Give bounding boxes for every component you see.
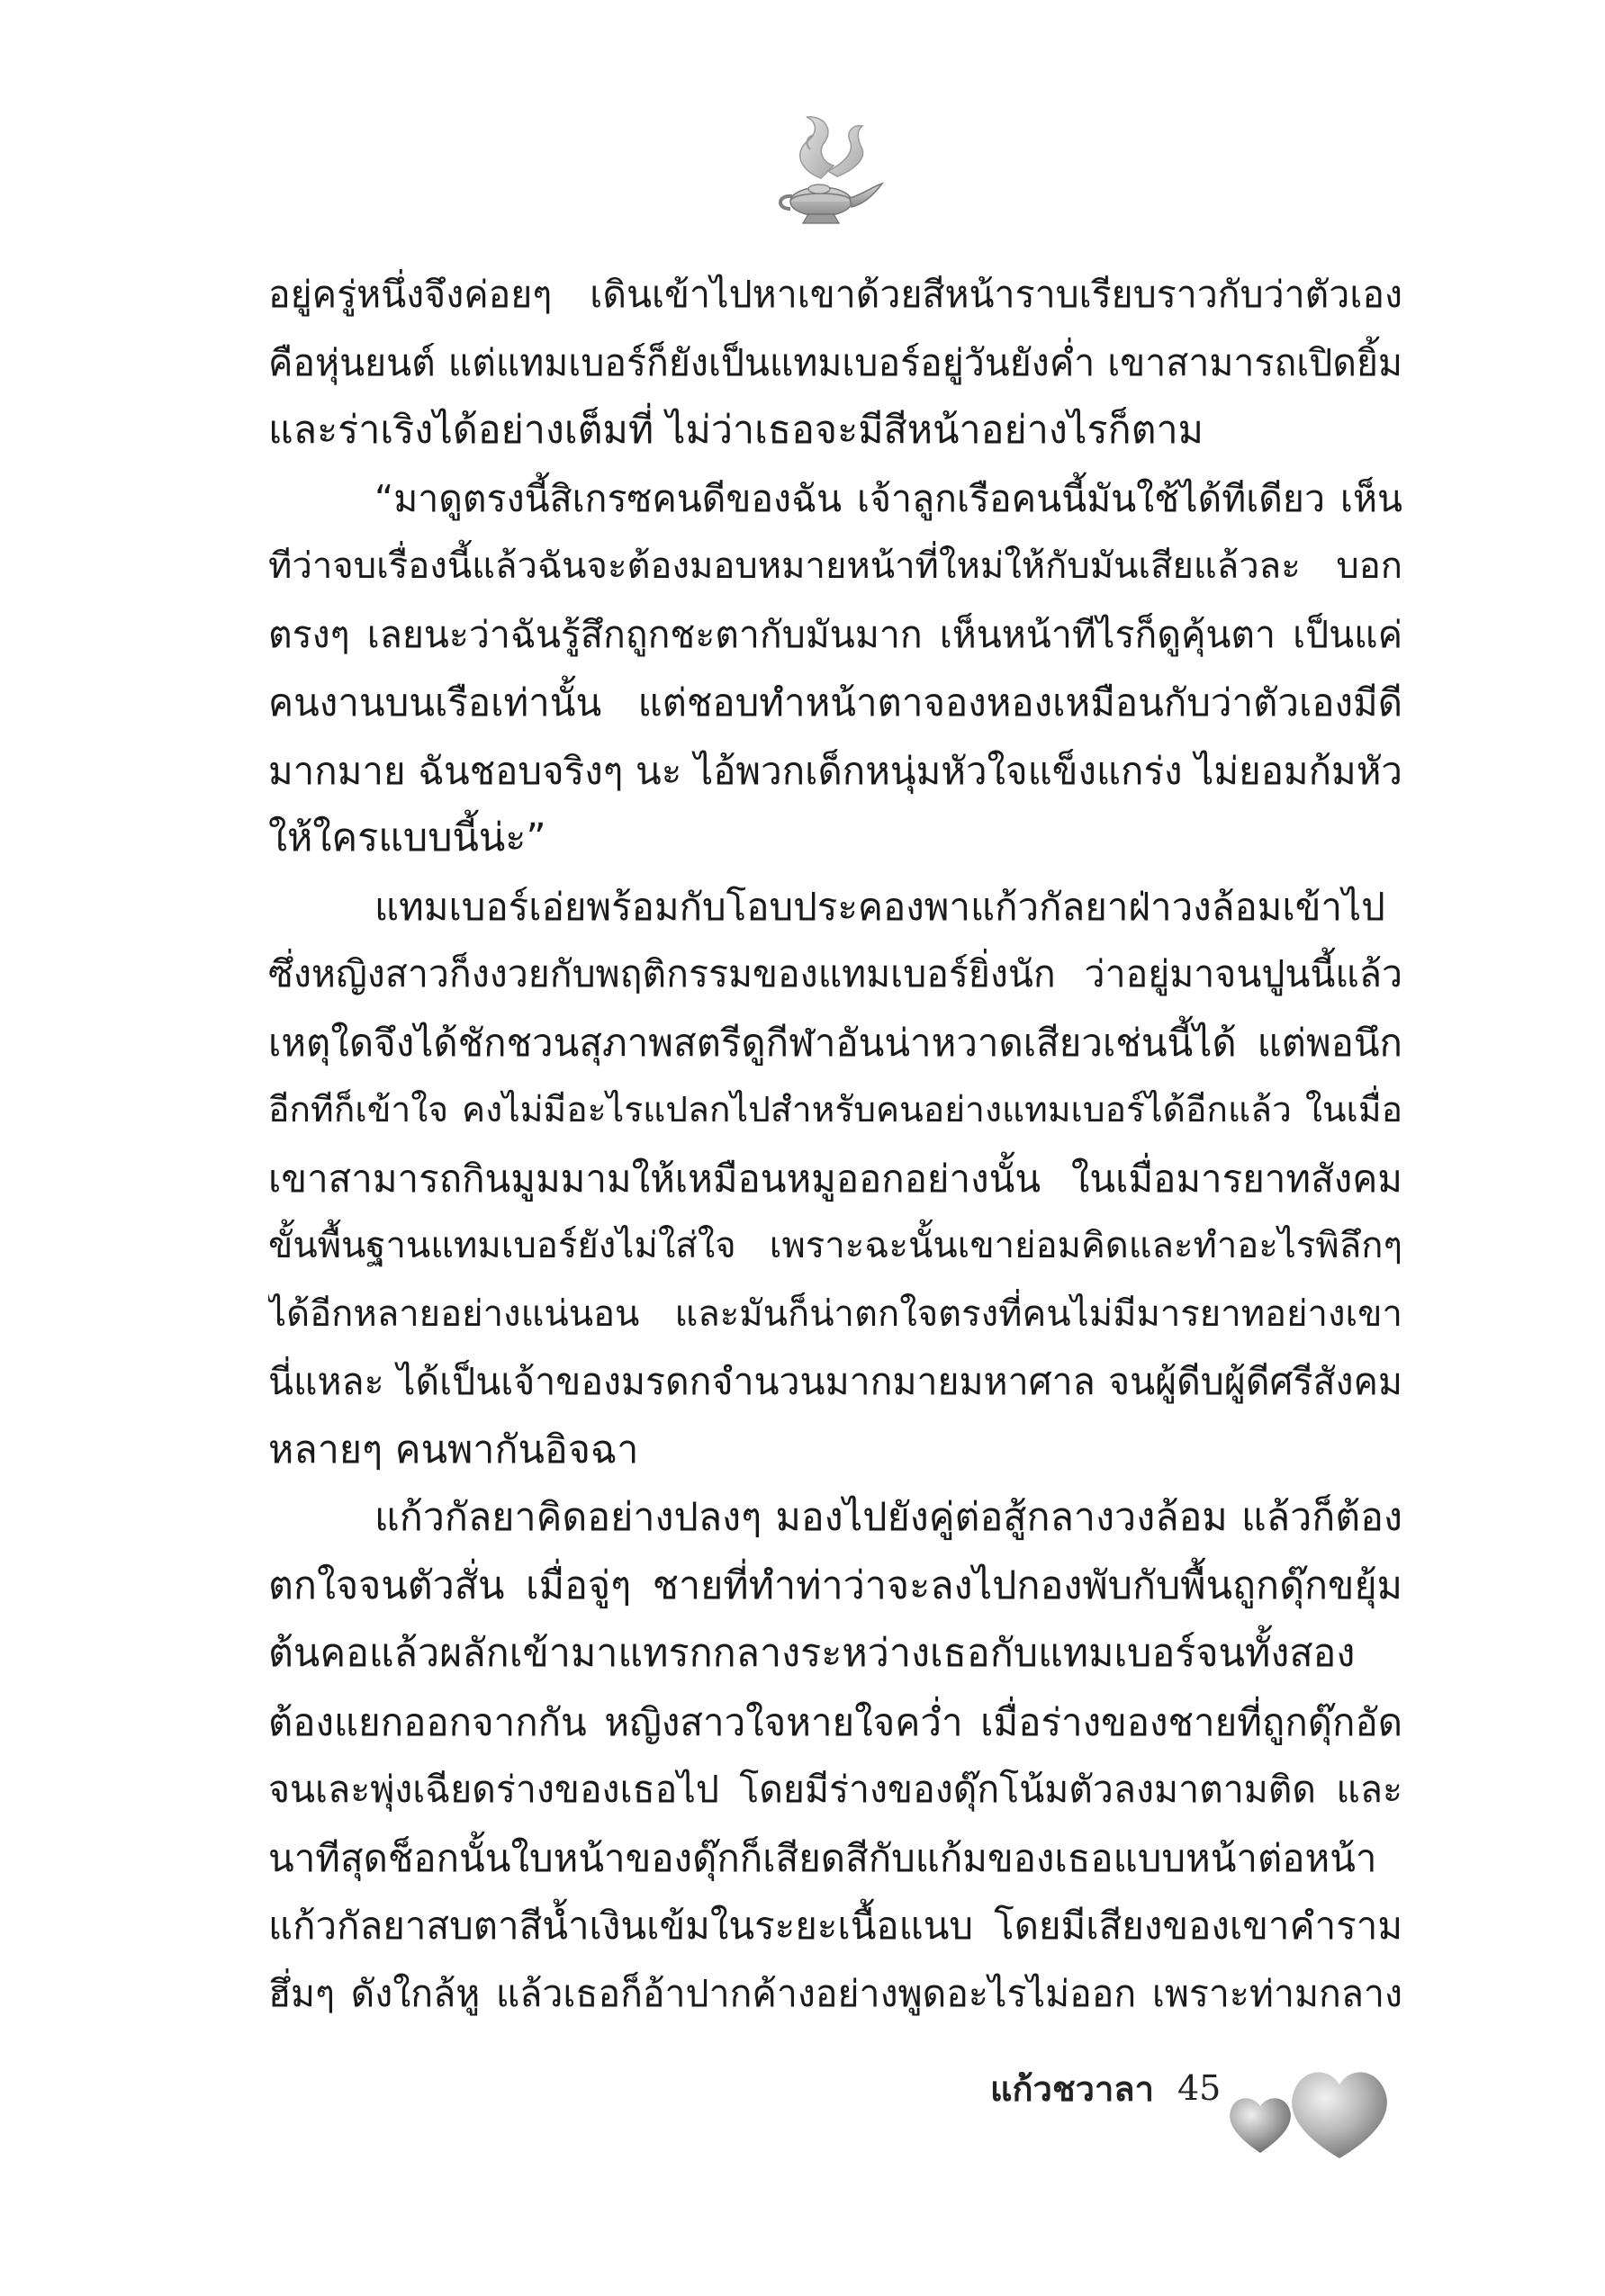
text-line: และร่าเริงได้อย่างเต็มที่ ไม่ว่าเธอจะมีสีหน้าอย่างไรก็ตาม — [268, 408, 1204, 453]
text-line: แก้วกัลยาสบตาสีน้ำเงินเข้มในระยะเนื้อแนบ โดยมีเสียงของเขาคำราม — [268, 1904, 1402, 1948]
body-text — [268, 261, 1402, 2028]
running-title: แก้วชวาลา — [990, 2068, 1154, 2109]
text-line: มากมาย ฉันชอบจริงๆ นะ ไอ้พวกเด็กหนุ่มหัวใจแข็งแกร่ง ไม่ยอมก้มหัว — [268, 748, 1402, 793]
text-line: นาทีสุดช็อกนั้นใบหน้าของดุ๊กก็เสียดสีกับแก้มของเธอแบบหน้าต่อหน้า — [268, 1835, 1377, 1880]
page-footer — [990, 2061, 1221, 2115]
text-line: ตกใจจนตัวสั่น เมื่อจู่ๆ ชายที่ทำท่าว่าจะลงไปกองพับกับพื้นถูกดุ๊กขยุ้ม — [268, 1562, 1402, 1608]
text-line: ขั้นพื้นฐานแทมเบอร์ยังไม่ใส่ใจ เพราะฉะนั้นเขาย่อมคิดและทำอะไรพิลึกๆ — [268, 1225, 1402, 1266]
genie-lamp-icon — [765, 108, 891, 234]
text-line: ฮึ่มๆ ดังใกล้หู แล้วเธอก็อ้าปากค้างอย่างพูดอะไรไม่ออก เพราะท่ามกลาง — [268, 1971, 1402, 2015]
text-line: อยู่ครู่หนึ่งจึงค่อยๆ เดินเข้าไปหาเขาด้วยสีหน้าราบเรียบราวกับว่าตัวเอง — [268, 273, 1402, 316]
text-line: เหตุใดจึงได้ชักชวนสุภาพสตรีดูกีฬาอันน่าหวาดเสียวเช่นนี้ได้ แต่พอนึก — [268, 1020, 1402, 1065]
text-line: เขาสามารถกินมูมมามให้เหมือนหมูออกอย่างนั้น ในเมื่อมารยาทสังคม — [268, 1156, 1402, 1201]
page-number: 45 — [1177, 2068, 1222, 2108]
text-line: คือหุ่นยนต์ แต่แทมเบอร์ก็ยังเป็นแทมเบอร์อยู่วันยังค่ำ เขาสามารถเปิดยิ้ม — [268, 340, 1402, 384]
text-line: ทีว่าจบเรื่องนี้แล้วฉันจะต้องมอบหมายหน้าที่ใหม่ให้กับมันเสียแล้วละ บอก — [268, 545, 1402, 587]
text-line: ต้นคอแล้วผลักเข้ามาแทรกกลางระหว่างเธอกับแทมเบอร์จนทั้งสอง — [268, 1631, 1356, 1676]
text-line: ต้องแยกออกจากกัน หญิงสาวใจหายใจคว่ำ เมื่อร่างของชายที่ถูกดุ๊กอัด — [268, 1699, 1402, 1744]
text-line: “มาดูตรงนี้สิเกรซคนดีของฉัน เจ้าลูกเรือคนนี้มันใช้ได้ทีเดียว เห็น — [374, 476, 1402, 520]
text-line: หลายๆ คนพากันอิจฉา — [268, 1427, 639, 1472]
text-line: คนงานบนเรือเท่านั้น แต่ชอบทำหน้าตาจองหองเหมือนกับว่าตัวเองมีดี — [268, 680, 1402, 725]
text-line: ให้ใครแบบนี้น่ะ” — [268, 815, 546, 860]
text-line: อีกทีก็เข้าใจ คงไม่มีอะไรแปลกไปสำหรับคนอย่างแทมเบอร์ได้อีกแล้ว ในเมื่อ — [268, 1090, 1402, 1130]
text-line: นี่แหละ ได้เป็นเจ้าของมรดกจำนวนมากมายมหาศาล จนผู้ดีบผู้ดีศรีสังคม — [268, 1360, 1402, 1403]
text-line: จนเละพุ่งเฉียดร่างของเธอไป โดยมีร่างของดุ๊กโน้มตัวลงมาตามติด และ — [268, 1768, 1402, 1811]
text-line: แก้วกัลยาคิดอย่างปลงๆ มองไปยังคู่ต่อสู้กลางวงล้อม แล้วก็ต้อง — [374, 1495, 1402, 1540]
text-line: แทมเบอร์เอ่ยพร้อมกับโอบประคองพาแก้วกัลยาฝ่าวงล้อมเข้าไป — [374, 884, 1385, 929]
text-line: ซึ่งหญิงสาวก็งงวยกับพฤติกรรมของแทมเบอร์ยิ่งนัก ว่าอยู่มาจนปูนนี้แล้ว — [268, 952, 1402, 995]
text-line: ตรงๆ เลยนะว่าฉันรู้สึกถูกชะตากับมันมาก เห็นหน้าทีไรก็ดูคุ้นตา เป็นแค่ — [268, 612, 1402, 656]
text-line: ได้อีกหลายอย่างแน่นอน และมันก็น่าตกใจตรงที่คนไม่มีมารยาทอย่างเขา — [268, 1292, 1402, 1335]
hearts-icon — [1224, 2052, 1404, 2160]
